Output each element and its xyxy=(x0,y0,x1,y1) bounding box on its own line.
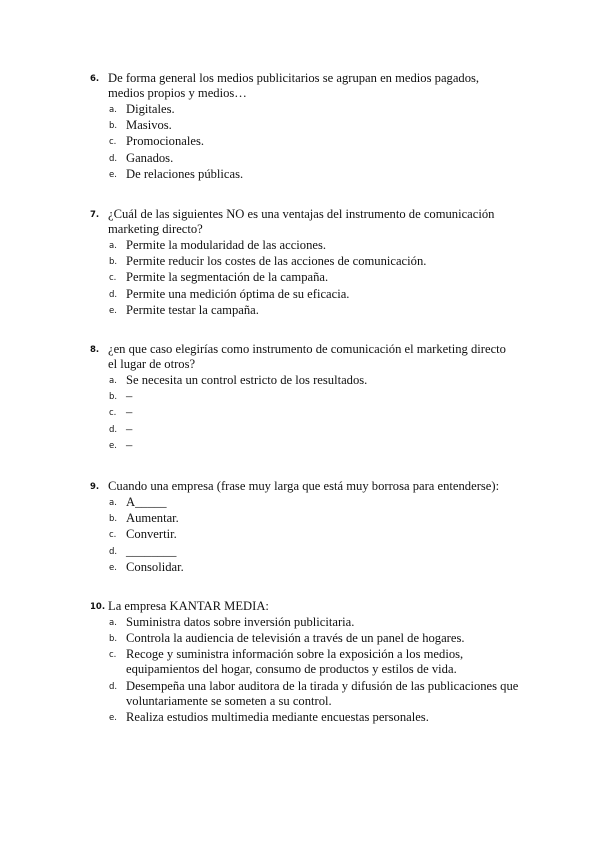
answer-option xyxy=(90,254,510,269)
question-text: ¿Cuál de las siguientes NO es una ventajas del instrumento de comunicación marketing directo? xyxy=(108,207,495,236)
answer-option xyxy=(90,389,510,404)
question-6 xyxy=(90,71,510,183)
option-text: Recoge y suministra información sobre la exposición a los medios, equipamientos del hogar, consumo de productos y estilos de vida. xyxy=(126,647,464,677)
answer-option xyxy=(90,167,510,182)
question-number: 10. xyxy=(90,602,106,612)
option-letter: a. xyxy=(109,241,117,251)
option-text: Convertir. xyxy=(126,527,177,542)
option-letter: e. xyxy=(109,169,117,180)
question-header xyxy=(90,71,510,101)
answer-options xyxy=(90,615,520,725)
option-letter: e. xyxy=(109,562,117,573)
option-letter: e. xyxy=(109,712,117,723)
question-header xyxy=(90,479,510,494)
answer-option xyxy=(90,511,510,526)
option-letter: b. xyxy=(109,257,118,268)
answer-option xyxy=(90,615,520,630)
option-text: – xyxy=(126,405,133,420)
answer-option xyxy=(90,134,510,149)
option-text: Consolidar. xyxy=(126,559,184,574)
option-text: Suministra datos sobre inversión publicitaria. xyxy=(126,615,355,629)
answer-option xyxy=(90,422,510,437)
answer-option xyxy=(90,373,510,388)
option-text: – xyxy=(126,421,133,436)
question-text: La empresa KANTAR MEDIA: xyxy=(108,599,269,613)
answer-options xyxy=(90,495,510,575)
option-text: Aumentar. xyxy=(126,511,179,526)
answer-option xyxy=(90,151,510,166)
option-letter: b. xyxy=(109,634,118,645)
option-letter: d. xyxy=(109,681,118,692)
answer-option xyxy=(90,495,510,510)
question-8 xyxy=(90,342,510,454)
question-number: 6. xyxy=(90,74,100,84)
question-header xyxy=(90,342,510,372)
answer-option xyxy=(90,118,510,133)
answer-option xyxy=(90,303,510,318)
option-text: – xyxy=(126,389,133,404)
question-header xyxy=(90,207,510,237)
option-text: Permite la modularidad de las acciones. xyxy=(126,238,327,252)
option-letter: d. xyxy=(109,546,118,557)
answer-option xyxy=(90,438,510,453)
answer-option xyxy=(90,287,510,302)
option-letter: b. xyxy=(109,121,118,132)
question-10 xyxy=(90,599,520,726)
question-number: 9. xyxy=(90,482,100,492)
option-letter: c. xyxy=(109,137,117,148)
option-letter: d. xyxy=(109,153,118,164)
option-text: A_____ xyxy=(126,495,167,509)
option-text: Realiza estudios multimedia mediante encuestas personales. xyxy=(126,709,429,724)
option-letter: c. xyxy=(109,408,117,419)
question-number: 8. xyxy=(90,345,100,355)
option-text: Desempeña una labor auditora de la tirada y difusión de las publicaciones que voluntariamente se someten a su control. xyxy=(126,678,519,708)
option-text: De relaciones públicas. xyxy=(126,166,244,181)
option-text: Ganados. xyxy=(126,150,174,165)
question-text: Cuando una empresa (frase muy larga que está muy borrosa para entenderse): xyxy=(108,479,500,493)
question-number: 7. xyxy=(90,210,100,220)
option-letter: c. xyxy=(109,530,117,541)
answer-option xyxy=(90,238,510,253)
answer-option xyxy=(90,560,510,575)
option-letter: d. xyxy=(109,424,118,435)
option-text: Permite reducir los costes de las acciones de comunicación. xyxy=(126,254,427,269)
answer-option xyxy=(90,405,510,420)
option-letter: b. xyxy=(109,392,118,403)
answer-option xyxy=(90,631,520,646)
option-text: Controla la audiencia de televisión a través de un panel de hogares. xyxy=(126,631,465,646)
answer-option xyxy=(90,647,520,677)
option-letter: e. xyxy=(109,440,117,451)
answer-option xyxy=(90,710,520,725)
option-text: Promocionales. xyxy=(126,134,204,149)
answer-option xyxy=(90,527,510,542)
option-text: Permite la segmentación de la campaña. xyxy=(126,270,329,285)
question-text: ¿en que caso elegirías como instrumento de comunicación el marketing directo el lugar de otros? xyxy=(108,342,506,371)
option-letter: a. xyxy=(109,498,117,508)
option-text: Permite una medición óptima de su eficacia. xyxy=(126,286,350,301)
option-text: Digitales. xyxy=(126,102,175,116)
option-text: – xyxy=(126,437,133,452)
option-letter: a. xyxy=(109,618,117,628)
option-letter: a. xyxy=(109,376,117,386)
answer-option xyxy=(90,270,510,285)
option-text: ________ xyxy=(126,543,177,558)
question-header xyxy=(90,599,520,614)
answer-options xyxy=(90,373,510,453)
answer-options xyxy=(90,238,510,318)
option-letter: d. xyxy=(109,289,118,300)
answer-options xyxy=(90,102,510,182)
option-text: Permite testar la campaña. xyxy=(126,302,259,317)
option-letter: b. xyxy=(109,514,118,525)
question-9 xyxy=(90,479,510,576)
answer-option xyxy=(90,544,510,559)
question-text: De forma general los medios publicitarios se agrupan en medios pagados, medios propios y medios… xyxy=(108,71,480,100)
option-letter: c. xyxy=(109,273,117,284)
option-text: Se necesita un control estricto de los resultados. xyxy=(126,373,368,387)
option-letter: e. xyxy=(109,305,117,316)
option-text: Masivos. xyxy=(126,118,172,133)
answer-option xyxy=(90,679,520,709)
answer-option xyxy=(90,102,510,117)
option-letter: a. xyxy=(109,105,117,115)
question-7 xyxy=(90,207,510,319)
option-letter: c. xyxy=(109,650,117,661)
